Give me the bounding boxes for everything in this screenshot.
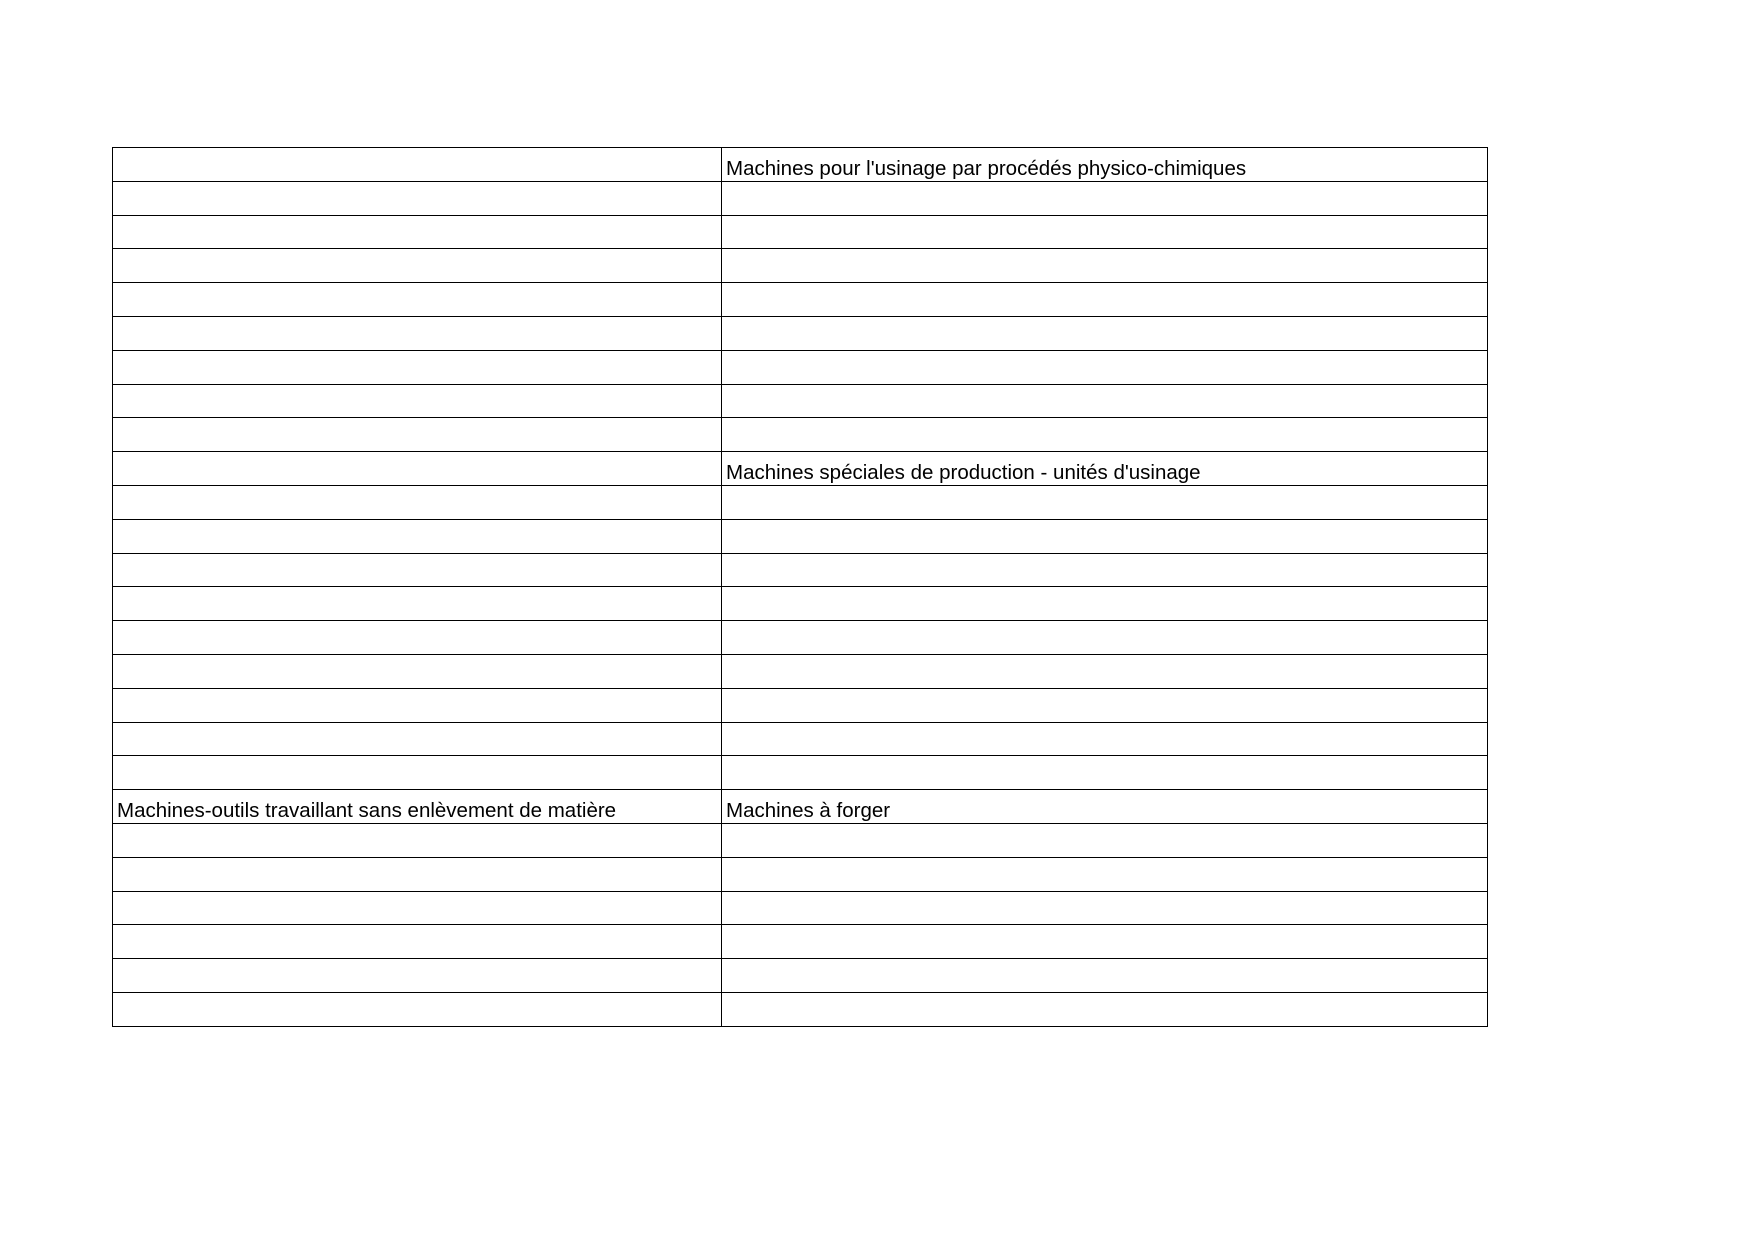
table-cell[interactable] — [113, 316, 722, 350]
table-row — [113, 181, 1488, 215]
table-cell[interactable] — [113, 891, 722, 925]
table-cell[interactable] — [722, 992, 1488, 1026]
table-row — [113, 452, 1488, 486]
table-cell[interactable] — [722, 654, 1488, 688]
table-cell[interactable] — [722, 621, 1488, 655]
table-cell[interactable] — [722, 215, 1488, 249]
table-cell[interactable] — [113, 587, 722, 621]
table-row — [113, 722, 1488, 756]
table-cell[interactable] — [113, 756, 722, 790]
table-cell[interactable] — [722, 316, 1488, 350]
table-row — [113, 148, 1488, 182]
table-cell[interactable] — [113, 384, 722, 418]
table-cell[interactable] — [113, 621, 722, 655]
table-row — [113, 688, 1488, 722]
table-row — [113, 756, 1488, 790]
table-cell[interactable] — [722, 181, 1488, 215]
table-cell[interactable] — [113, 925, 722, 959]
table-cell[interactable]: Machines-outils travaillant sans enlèvement de matière — [113, 790, 722, 824]
table-cell[interactable] — [722, 249, 1488, 283]
table-row — [113, 654, 1488, 688]
table-cell[interactable] — [722, 857, 1488, 891]
table-row — [113, 891, 1488, 925]
table-row — [113, 215, 1488, 249]
table-cell[interactable] — [722, 485, 1488, 519]
table-row — [113, 418, 1488, 452]
table-cell[interactable] — [113, 519, 722, 553]
table-cell[interactable] — [722, 384, 1488, 418]
table-cell[interactable] — [113, 283, 722, 317]
table-row — [113, 249, 1488, 283]
table-cell[interactable] — [113, 452, 722, 486]
table-cell[interactable] — [722, 283, 1488, 317]
table-row — [113, 283, 1488, 317]
table-cell[interactable] — [113, 553, 722, 587]
table-cell[interactable] — [722, 823, 1488, 857]
table-cell[interactable] — [113, 857, 722, 891]
spreadsheet-body — [113, 148, 1488, 1027]
table-cell[interactable] — [722, 891, 1488, 925]
table-cell[interactable] — [722, 756, 1488, 790]
table-cell[interactable] — [722, 925, 1488, 959]
table-row — [113, 553, 1488, 587]
table-row — [113, 485, 1488, 519]
table-row — [113, 790, 1488, 824]
table-cell[interactable] — [113, 418, 722, 452]
table-cell[interactable] — [113, 959, 722, 993]
table-cell[interactable] — [722, 418, 1488, 452]
spreadsheet-table — [112, 147, 1488, 1027]
table-cell[interactable] — [113, 688, 722, 722]
table-cell[interactable]: Machines à forger — [722, 790, 1488, 824]
table-row — [113, 384, 1488, 418]
table-cell[interactable] — [113, 992, 722, 1026]
table-cell[interactable] — [722, 688, 1488, 722]
table-row — [113, 823, 1488, 857]
table-cell[interactable]: Machines pour l'usinage par procédés physico-chimiques — [722, 148, 1488, 182]
table-row — [113, 925, 1488, 959]
table-cell[interactable] — [113, 485, 722, 519]
table-cell[interactable] — [113, 350, 722, 384]
table-cell[interactable]: Machines spéciales de production - unités d'usinage — [722, 452, 1488, 486]
table-cell[interactable] — [113, 215, 722, 249]
table-cell[interactable] — [113, 654, 722, 688]
table-cell[interactable] — [722, 553, 1488, 587]
table-cell[interactable] — [722, 519, 1488, 553]
table-cell[interactable] — [113, 249, 722, 283]
table-cell[interactable] — [113, 722, 722, 756]
table-row — [113, 587, 1488, 621]
table-row — [113, 621, 1488, 655]
table-cell[interactable] — [113, 148, 722, 182]
table-row — [113, 992, 1488, 1026]
table-cell[interactable] — [722, 350, 1488, 384]
table-cell[interactable] — [722, 959, 1488, 993]
table-cell[interactable] — [113, 181, 722, 215]
table-row — [113, 519, 1488, 553]
table-cell[interactable] — [722, 722, 1488, 756]
table-row — [113, 316, 1488, 350]
table-row — [113, 959, 1488, 993]
table-cell[interactable] — [722, 587, 1488, 621]
table-cell[interactable] — [113, 823, 722, 857]
table-row — [113, 857, 1488, 891]
table-row — [113, 350, 1488, 384]
